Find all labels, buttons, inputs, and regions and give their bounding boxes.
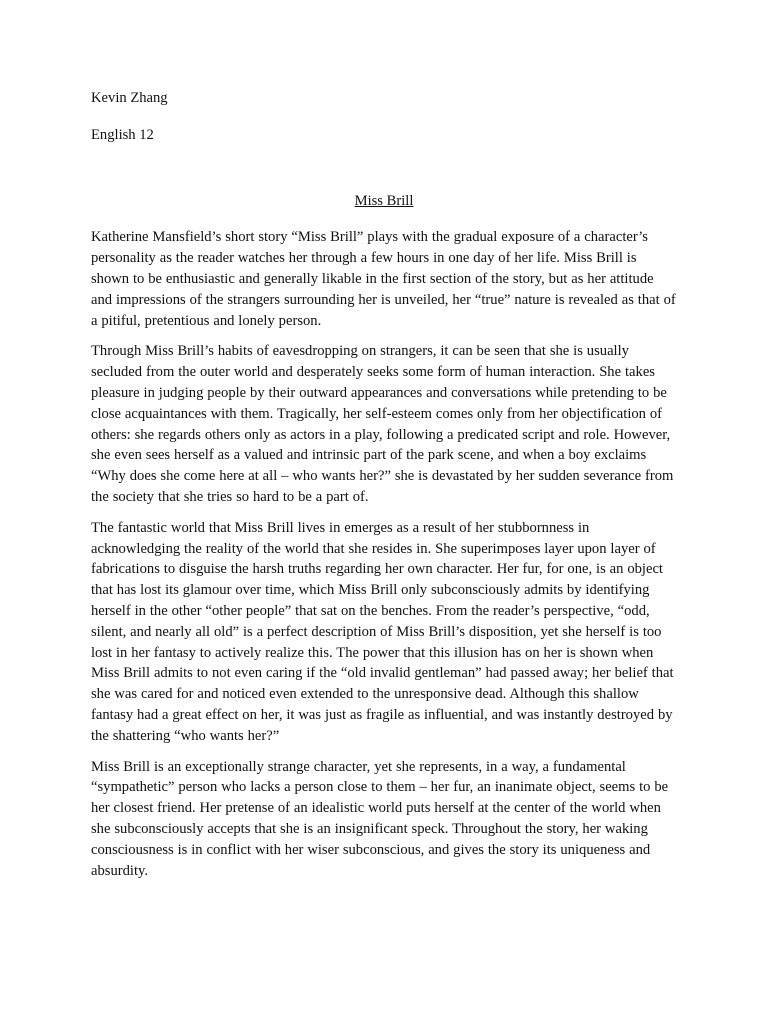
author-name: Kevin Zhang: [91, 90, 168, 106]
paragraph-text: Through Miss Brill’s habits of eavesdropping on strangers, it can be seen that she is usually secluded from the outer world and desperately seeks some form of human interaction. She takes pleasure in judging people by their outward appearances and conversations while pretending to be close acquaintances with them. Tragically, her self-esteem comes only from her objectification of others: she regards others only as actors in a play, following a predicated script and role. However, she even sees herself as a valued and intrinsic part of the park scene, and when a boy exclaims “Why does she come here at all – who wants her?” she is devastated by her sudden severance from the society that she tries so hard to be a part of.: [91, 343, 674, 505]
course-name: English 12: [91, 126, 154, 143]
paragraph: [91, 227, 677, 331]
essay-title: Miss Brill: [354, 192, 414, 209]
paragraph: [91, 341, 677, 507]
paragraph: [91, 518, 677, 747]
paragraph-text: Miss Brill is an exceptionally strange character, yet she represents, in a way, a fundamental “sympathetic” person who lacks a person close to them – her fur, an inanimate object, seems to be her closest friend. Her pretense of an idealistic world puts herself at the center of the world when she subconsciously accepts that she is an insignificant speck. Throughout the story, her waking consciousness is in conflict with her wiser subconscious, and gives the story its uniqueness and absurdity.: [91, 758, 669, 879]
paragraph: [91, 757, 677, 882]
paragraph-text: The fantastic world that Miss Brill lives in emerges as a result of her stubbornness in acknowledging the reality of the world that she resides in. She superimposes layer upon layer of fabrications to disguise the harsh truths regarding her own character. Her fur, for one, is an object that has lost its glamour over time, which Miss Brill only subconsciously admits by identifying herself in the other “other people” that sat on the benches. From the reader’s perspective, “odd, silent, and nearly all old” is a perfect description of Miss Brill’s disposition, yet she herself is too lost in her fantasy to actively realize this. The power that this illusion has on her is shown when Miss Brill admits to not even caring if the “old invalid gentleman” had passed away; her belief that she was cared for and noticed even extended to the unresponsive dead. Although this shallow fantasy had a great effect on her, it was just as fragile as influential, and was instantly destroyed by the shattering “who wants her?”: [91, 519, 674, 744]
paragraph-text: Katherine Mansfield’s short story “Miss Brill” plays with the gradual exposure of a character’s personality as the reader watches her through a few hours in one day of her life. Miss Brill is shown to be enthusiastic and generally likable in the first section of the story, but as her attitude and impressions of the strangers surrounding her is unveiled, her “true” nature is revealed as that of a pitiful, pretentious and lonely person.: [91, 229, 676, 329]
document-page: [91, 88, 677, 891]
